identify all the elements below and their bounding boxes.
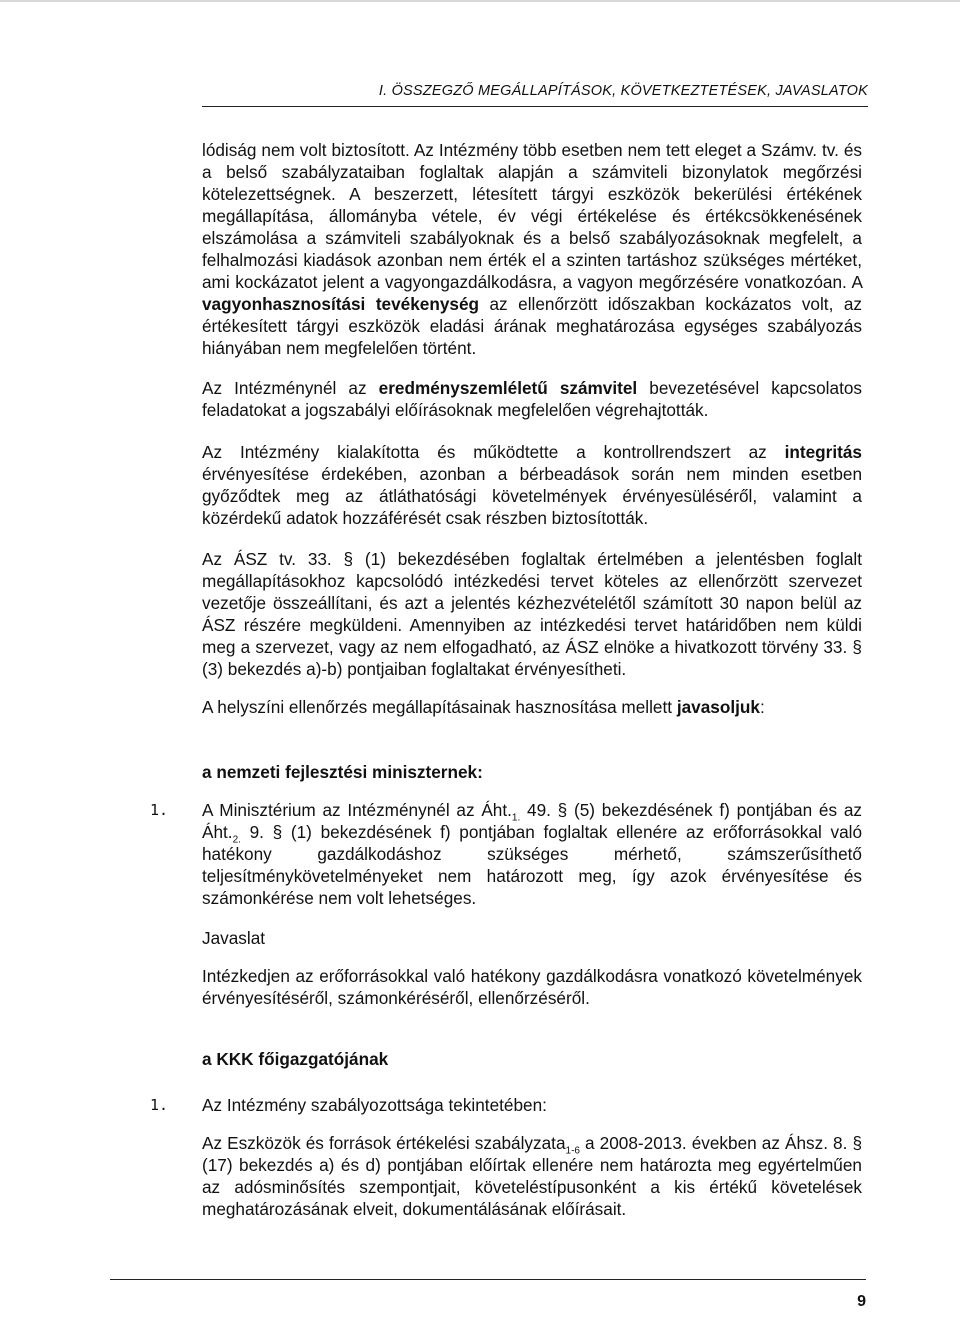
recommendation-text: Intézkedjen az erőforrásokkal való hatékony gazdálkodásra vonatkozó követelmények érvényesítéséről, számonkéréséről, ellenőrzéséről. xyxy=(202,966,862,1008)
paragraph-text: A helyszíni ellenőrzés megállapításainak hasznosítása mellett xyxy=(202,697,677,717)
list-item-text xyxy=(202,799,862,909)
paragraph-text: bevezetésével kapcsolatos feladatokat a jogszabályi előírásoknak megfelelően végrehajtották. xyxy=(202,378,862,420)
emphasis-accrual-accounting: eredményszemléletű számvitel xyxy=(378,378,638,398)
emphasis-recommend: javasoljuk xyxy=(676,697,760,717)
footnote-ref: 2. xyxy=(232,834,241,846)
list-item-number: 1. xyxy=(150,801,169,819)
list-item-text: Az Intézmény szabályozottsága tekintetében: xyxy=(202,1095,547,1115)
paragraph-action-plan: Az ÁSZ tv. 33. § (1) bekezdésében foglaltak értelmében a jelentésben foglalt megállapításokhoz kapcsolódó intézkedési tervet köteles az ellenőrzött szervezet vezetője összeállítani, és azt a jelentés kézhezvételétől számított 30 napon belül az ÁSZ részére megküldeni. Amennyiben az intézkedési tervet határidőben nem küldi meg a szervezet, vagy az nem elfogadható, az ÁSZ elnöke a hivatkozott törvény 33. § (3) bekezdés a)-b) pontjaiban foglaltakat érvényesítheti. xyxy=(202,549,862,679)
page-number: 9 xyxy=(857,1293,866,1310)
paragraph-text: A xyxy=(846,272,862,292)
paragraph-text: 49. § (5) bekezdésének f) pontjában és az Áht. xyxy=(202,800,862,842)
paragraph-recommendation-intro xyxy=(202,696,862,718)
list-item-number: 1. xyxy=(150,1096,169,1114)
paragraph-text: 9. § (1) bekezdésének f) pontjában foglaltak ellenére az erőforrásokkal való hatékony gazdálkodáshoz szükséges mérhető, számszerűsíthető teljesítménykövetelményeket nem határozott meg, így azok érvényesítése és számonkérése nem volt lehetséges. xyxy=(202,822,862,908)
footer-rule xyxy=(110,1279,866,1280)
section-heading-kkk: a KKK főigazgatójának xyxy=(202,1049,389,1069)
emphasis-asset-utilisation: vagyonhasznosítási tevékenység xyxy=(202,294,480,314)
recommendation-label: Javaslat xyxy=(202,928,266,948)
header-rule xyxy=(202,106,868,107)
paragraph-text: Az Intézménynél az xyxy=(202,378,379,398)
paragraph-accrual-accounting xyxy=(202,377,862,421)
paragraph-text: Az Intézmény kialakította és működtette a kontrollrendszert az xyxy=(202,442,785,462)
paragraph-text: : xyxy=(759,697,765,717)
footnote-ref: 1-6 xyxy=(565,1145,580,1157)
paragraph-text: lódiság nem volt biztosított. Az Intézmény több esetben nem tett eleget a Számv. tv. és a belső szabályzataiban foglaltak alapján a számviteli bizonylatok megőrzési kötelezettségnek. A beszerzett, létesített tárgyi eszközök bekerülési értékének megállapítása, állományba vétele, év végi értékelése és értékcsökkenésének elszámolása a számviteli szabályoknak és a belső szabályozásoknak megfelelt, a felhalmozási kiadások azonban nem érték el a szinten tartáshoz szükséges mértéket, ami kockázatot jelent a vagyongazdálkodásra, a vagyon megőrzésére vonatkozóan. xyxy=(202,140,862,292)
paragraph-text: az ellenőrzött időszakban kockázatos volt, az értékesített tárgyi eszközök eladási árának meghatározása egységes szabályozás hiányában nem megfelelően történt. xyxy=(202,294,862,358)
paragraph-asset-management xyxy=(202,139,862,359)
paragraph-text: érvényesítése érdekében, azonban a bérbeadások során nem minden esetben győződtek meg az átláthatósági követelmények érvényesüléséről, valamint a közérdekű adatok hozzáférését csak részben biztosították. xyxy=(202,464,862,528)
running-header: I. ÖSSZEGZŐ MEGÁLLAPÍTÁSOK, KÖVETKEZTETÉSEK, JAVASLATOK xyxy=(378,83,868,99)
scan-edge xyxy=(0,0,960,2)
paragraph-text: a 2008-2013. években az Áhsz. 8. § (17) bekezdés a) és d) pontjában előírtak ellenére nem határozta meg egyértelműen az adósminősítés szempontjait, követeléstípusonként a kis értékű követelések meghatározásának elveit, dokumentálásának előírásait. xyxy=(202,1133,863,1219)
paragraph-integrity xyxy=(202,441,862,529)
emphasis-integrity: integritás xyxy=(784,442,862,462)
footnote-ref: 1. xyxy=(511,812,521,824)
paragraph-valuation-rules xyxy=(202,1132,862,1220)
section-heading-minister: a nemzeti fejlesztési miniszternek: xyxy=(202,762,483,782)
paragraph-text: A Minisztérium az Intézménynél az Áht. xyxy=(202,800,512,820)
paragraph-text: Az Eszközök és források értékelési szabályzata xyxy=(202,1133,566,1153)
